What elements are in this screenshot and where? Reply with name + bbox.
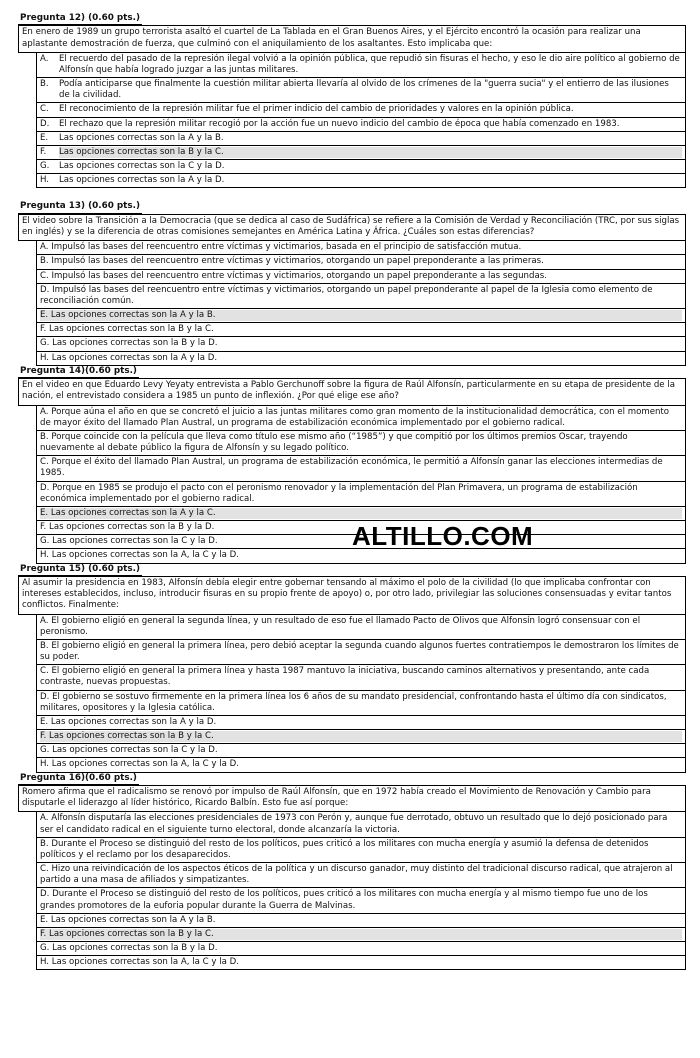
option-text: Las opciones correctas son la A y la B.: [59, 132, 224, 143]
option-d[interactable]: [37, 691, 685, 716]
question-16: [18, 773, 686, 971]
question-title: Pregunta 15) (0.60 pts.): [18, 564, 142, 576]
option-g[interactable]: [37, 942, 685, 956]
option-a[interactable]: [37, 241, 685, 255]
option-text: E. Las opciones correctas son la A y la C.: [40, 508, 682, 519]
option-g[interactable]: [37, 744, 685, 758]
option-text: B. Porque coincide con la película que lleva como título ese mismo año (“1985”) y que compitió por los últimos premios Oscar, trayendo nuevamente al debate público la figura de Alfonsín y su legado político.: [40, 431, 628, 454]
option-e[interactable]: [37, 716, 685, 730]
option-text: D. Impulsó las bases del reencuentro entre víctimas y victimarios, otorgando un papel preponderante al papel de la Iglesia como elemento de reconciliación común.: [40, 284, 653, 306]
option-d[interactable]: [37, 284, 685, 309]
option-c[interactable]: [37, 456, 685, 481]
question-13: [18, 201, 686, 365]
options-list: [36, 615, 686, 773]
option-b[interactable]: [37, 255, 685, 269]
option-letter: D.: [40, 118, 50, 129]
option-a[interactable]: [37, 406, 685, 431]
option-a[interactable]: [37, 53, 685, 78]
option-d[interactable]: [37, 118, 685, 132]
option-h[interactable]: [37, 352, 685, 366]
option-text: D. Durante el Proceso se distinguió del resto de los políticos, pues criticó a los militares con mucha energía y al mismo tiempo fue uno de los grandes promotores de la euforia popular durante la Guerra de Malvinas.: [40, 889, 648, 911]
option-text: F. Las opciones correctas son la B y la C.: [40, 929, 682, 940]
question-title: Pregunta 13) (0.60 pts.): [18, 201, 142, 213]
question-stem: En el video en que Eduardo Levy Yeyaty entrevista a Pablo Gerchunoff sobre la figura de Raúl Alfonsín, particularmente en su etapa de presidente de la nación, el entrevistado considera a 1985 un punto de inflexión. ¿Por qué elige ese año?: [18, 378, 686, 405]
option-text: E. Las opciones correctas son la A y la D.: [40, 716, 217, 727]
option-text: A. Porque aúna el año en que se concretó el juicio a las juntas militares como gran momento de la institucionalidad democrática, con el momento de mayor éxito del llamado Plan Austral, un programa de estabilización económica implementado por el gobierno radical.: [40, 406, 670, 428]
option-text: Las opciones correctas son la B y la C.: [59, 147, 682, 158]
option-text: A. Impulsó las bases del reencuentro entre víctimas y victimarios, basada en el principio de satisfacción mutua.: [40, 242, 522, 253]
option-text: A. El gobierno eligió en general la segunda línea, y un resultado de eso fue el llamado Pacto de Olivos que Alfonsín logró consensuar con el peronismo.: [40, 615, 641, 637]
option-text: E. Las opciones correctas son la A y la B.: [40, 310, 682, 321]
option-f[interactable]: [37, 323, 685, 337]
option-letter: E.: [40, 132, 49, 143]
option-e[interactable]: [37, 507, 685, 521]
option-e[interactable]: [37, 309, 685, 323]
option-f[interactable]: [37, 146, 685, 160]
option-b[interactable]: [37, 78, 685, 103]
option-h[interactable]: [37, 758, 685, 772]
option-text: G. Las opciones correctas son la B y la D.: [40, 943, 218, 954]
exam-document: [18, 13, 686, 970]
option-text: B. Impulsó las bases del reencuentro entre víctimas y victimarios, otorgando un papel preponderante a las primeras.: [40, 256, 544, 267]
question-title: Pregunta 12) (0.60 pts.): [18, 13, 142, 25]
question-title: Pregunta 14)(0.60 pts.): [18, 366, 139, 378]
option-text: A. Alfonsín disputaría las elecciones presidenciales de 1973 con Perón y, aunque fue derrotado, obtuvo un resultado que lo dejó posicionado para ser el candidato radical en el siguiente turno electoral, donde alcanzaría la victoria.: [40, 813, 668, 835]
question-12: [18, 13, 686, 188]
question-title: Pregunta 16)(0.60 pts.): [18, 773, 139, 785]
option-text: Las opciones correctas son la A y la D.: [59, 175, 225, 186]
option-text: H. Las opciones correctas son la A, la C y la D.: [40, 550, 239, 561]
option-d[interactable]: [37, 888, 685, 913]
option-text: B. El gobierno eligió en general la primera línea, pero debió aceptar la segunda cuando algunos fuertes contratiempos le demostraron los límites de su poder.: [40, 640, 679, 663]
option-text: H. Las opciones correctas son la A y la D.: [40, 352, 218, 363]
question-stem: Al asumir la presidencia en 1983, Alfonsín debía elegir entre gobernar tensando al máximo el polo de la civilidad (lo que implicaba confrontar con intereses establecidos, incluso, introducir fisuras en su propio frente de apoyo) o, por otro lado, privilegiar las soluciones consensuadas y evitar tantos conflictos. Finalmente:: [18, 576, 686, 615]
option-text: C. Impulsó las bases del reencuentro entre víctimas y victimarios, otorgando un papel preponderante a las segundas.: [40, 270, 547, 281]
options-list: [36, 812, 686, 970]
option-c[interactable]: [37, 863, 685, 888]
options-list: [36, 53, 686, 189]
option-text: El reconocimiento de la represión militar fue el primer indicio del cambio de prioridades y valores en la opinión pública.: [59, 104, 574, 115]
option-text: C. Hizo una reivindicación de los aspectos éticos de la política y un discurso ganador, muy distinto del tradicional discurso radical, que atrajeron al partido a una masa de afiliados y simpatizantes.: [40, 864, 673, 886]
option-c[interactable]: [37, 103, 685, 117]
option-text: F. Las opciones correctas son la B y la D.: [40, 522, 215, 533]
option-text: F. Las opciones correctas son la B y la C.: [40, 324, 214, 335]
option-letter: H.: [40, 175, 50, 186]
option-a[interactable]: [37, 812, 685, 837]
option-text: B. Durante el Proceso se distinguió del resto de los políticos, pues criticó a los militares con mucha energía y asumió la defensa de detenidos políticos y el reclamo por los desaparecidos.: [40, 838, 649, 860]
option-text: El rechazo que la represión militar recogió por la acción fue un nuevo indicio del cambio de época que había comenzado en 1983.: [59, 118, 620, 129]
option-b[interactable]: [37, 431, 685, 456]
option-h[interactable]: [37, 174, 685, 188]
option-letter: F.: [40, 146, 47, 157]
option-b[interactable]: [37, 838, 685, 863]
watermark-text: ALTILLO.COM: [352, 521, 534, 551]
option-g[interactable]: [37, 337, 685, 351]
option-letter: A.: [40, 53, 49, 64]
option-text: G. Las opciones correctas son la B y la D.: [40, 338, 218, 349]
option-e[interactable]: [37, 132, 685, 146]
option-text: D. Porque en 1985 se produjo el pacto con el peronismo renovador y la implementación del Plan Primavera, un programa de estabilización económica implementado por el gobierno radical.: [40, 482, 638, 504]
option-a[interactable]: [37, 615, 685, 640]
option-text: F. Las opciones correctas son la B y la C.: [40, 731, 682, 742]
option-f[interactable]: [37, 928, 685, 942]
option-g[interactable]: [37, 160, 685, 174]
question-15: [18, 564, 686, 773]
option-letter: B.: [40, 79, 49, 90]
option-letter: G.: [40, 161, 50, 172]
option-text: El recuerdo del pasado de la represión ilegal volvió a la opinión pública, que repudió sin fisuras el hecho, y eso le dio aire político al gobierno de Alfonsín que había logrado juzgar a las juntas militares.: [59, 53, 680, 75]
question-stem: El video sobre la Transición a la Democracia (que se dedica al caso de Sudáfrica) se refiere a la Comisión de Verdad y Reconciliación (TRC, por sus siglas en inglés) y se la diferencia de otras comisiones semejantes en América Latina y África. ¿Cuáles son estas diferencias?: [18, 214, 686, 241]
option-text: Las opciones correctas son la C y la D.: [59, 161, 225, 172]
option-letter: C.: [40, 104, 49, 115]
question-stem: En enero de 1989 un grupo terrorista asaltó el cuartel de La Tablada en el Gran Buenos Aires, y el Ejército encontró la ocasión para realizar una aplastante demostración de fuerza, que culminó con el aniquilamiento de los asaltantes. Esto implicaba que:: [18, 25, 686, 52]
options-list: [36, 241, 686, 366]
option-text: H. Las opciones correctas son la A, la C y la D.: [40, 759, 239, 770]
option-text: C. Porque el éxito del llamado Plan Austral, un programa de estabilización económica, le permitió a Alfonsín ganar las elecciones intermedias de 1985.: [40, 457, 663, 479]
question-stem: Romero afirma que el radicalismo se renovó por impulso de Raúl Alfonsín, que en 1972 había creado el Movimiento de Renovación y Cambio para disputarle el liderazgo al líder histórico, Ricardo Balbín. Esto fue así porque:: [18, 785, 686, 812]
option-text: G. Las opciones correctas son la C y la D.: [40, 745, 218, 756]
option-f[interactable]: [37, 730, 685, 744]
option-text: C. El gobierno eligió en general la primera línea y hasta 1987 mantuvo la iniciativa, buscando caminos alternativos y presentando, ante cada contraste, nuevas propuestas.: [40, 666, 650, 688]
option-text: H. Las opciones correctas son la A, la C y la D.: [40, 957, 239, 968]
option-c[interactable]: [37, 665, 685, 690]
option-text: Podía anticiparse que finalmente la cuestión militar abierta llevaría al olvido de los crímenes de la "guerra sucia" y el entierro de las ilusiones de la civilidad.: [59, 79, 669, 101]
option-d[interactable]: [37, 482, 685, 507]
option-h[interactable]: [37, 956, 685, 970]
option-c[interactable]: [37, 270, 685, 284]
option-text: E. Las opciones correctas son la A y la B.: [40, 914, 216, 925]
option-text: D. El gobierno se sostuvo firmemente en la primera línea los 6 años de su mandato presidencial, confrontando hasta el último día con sindicatos, militares, opositores y la Iglesia católica.: [40, 691, 667, 713]
option-text: G. Las opciones correctas son la C y la D.: [40, 536, 218, 547]
option-b[interactable]: [37, 640, 685, 665]
option-e[interactable]: [37, 914, 685, 928]
